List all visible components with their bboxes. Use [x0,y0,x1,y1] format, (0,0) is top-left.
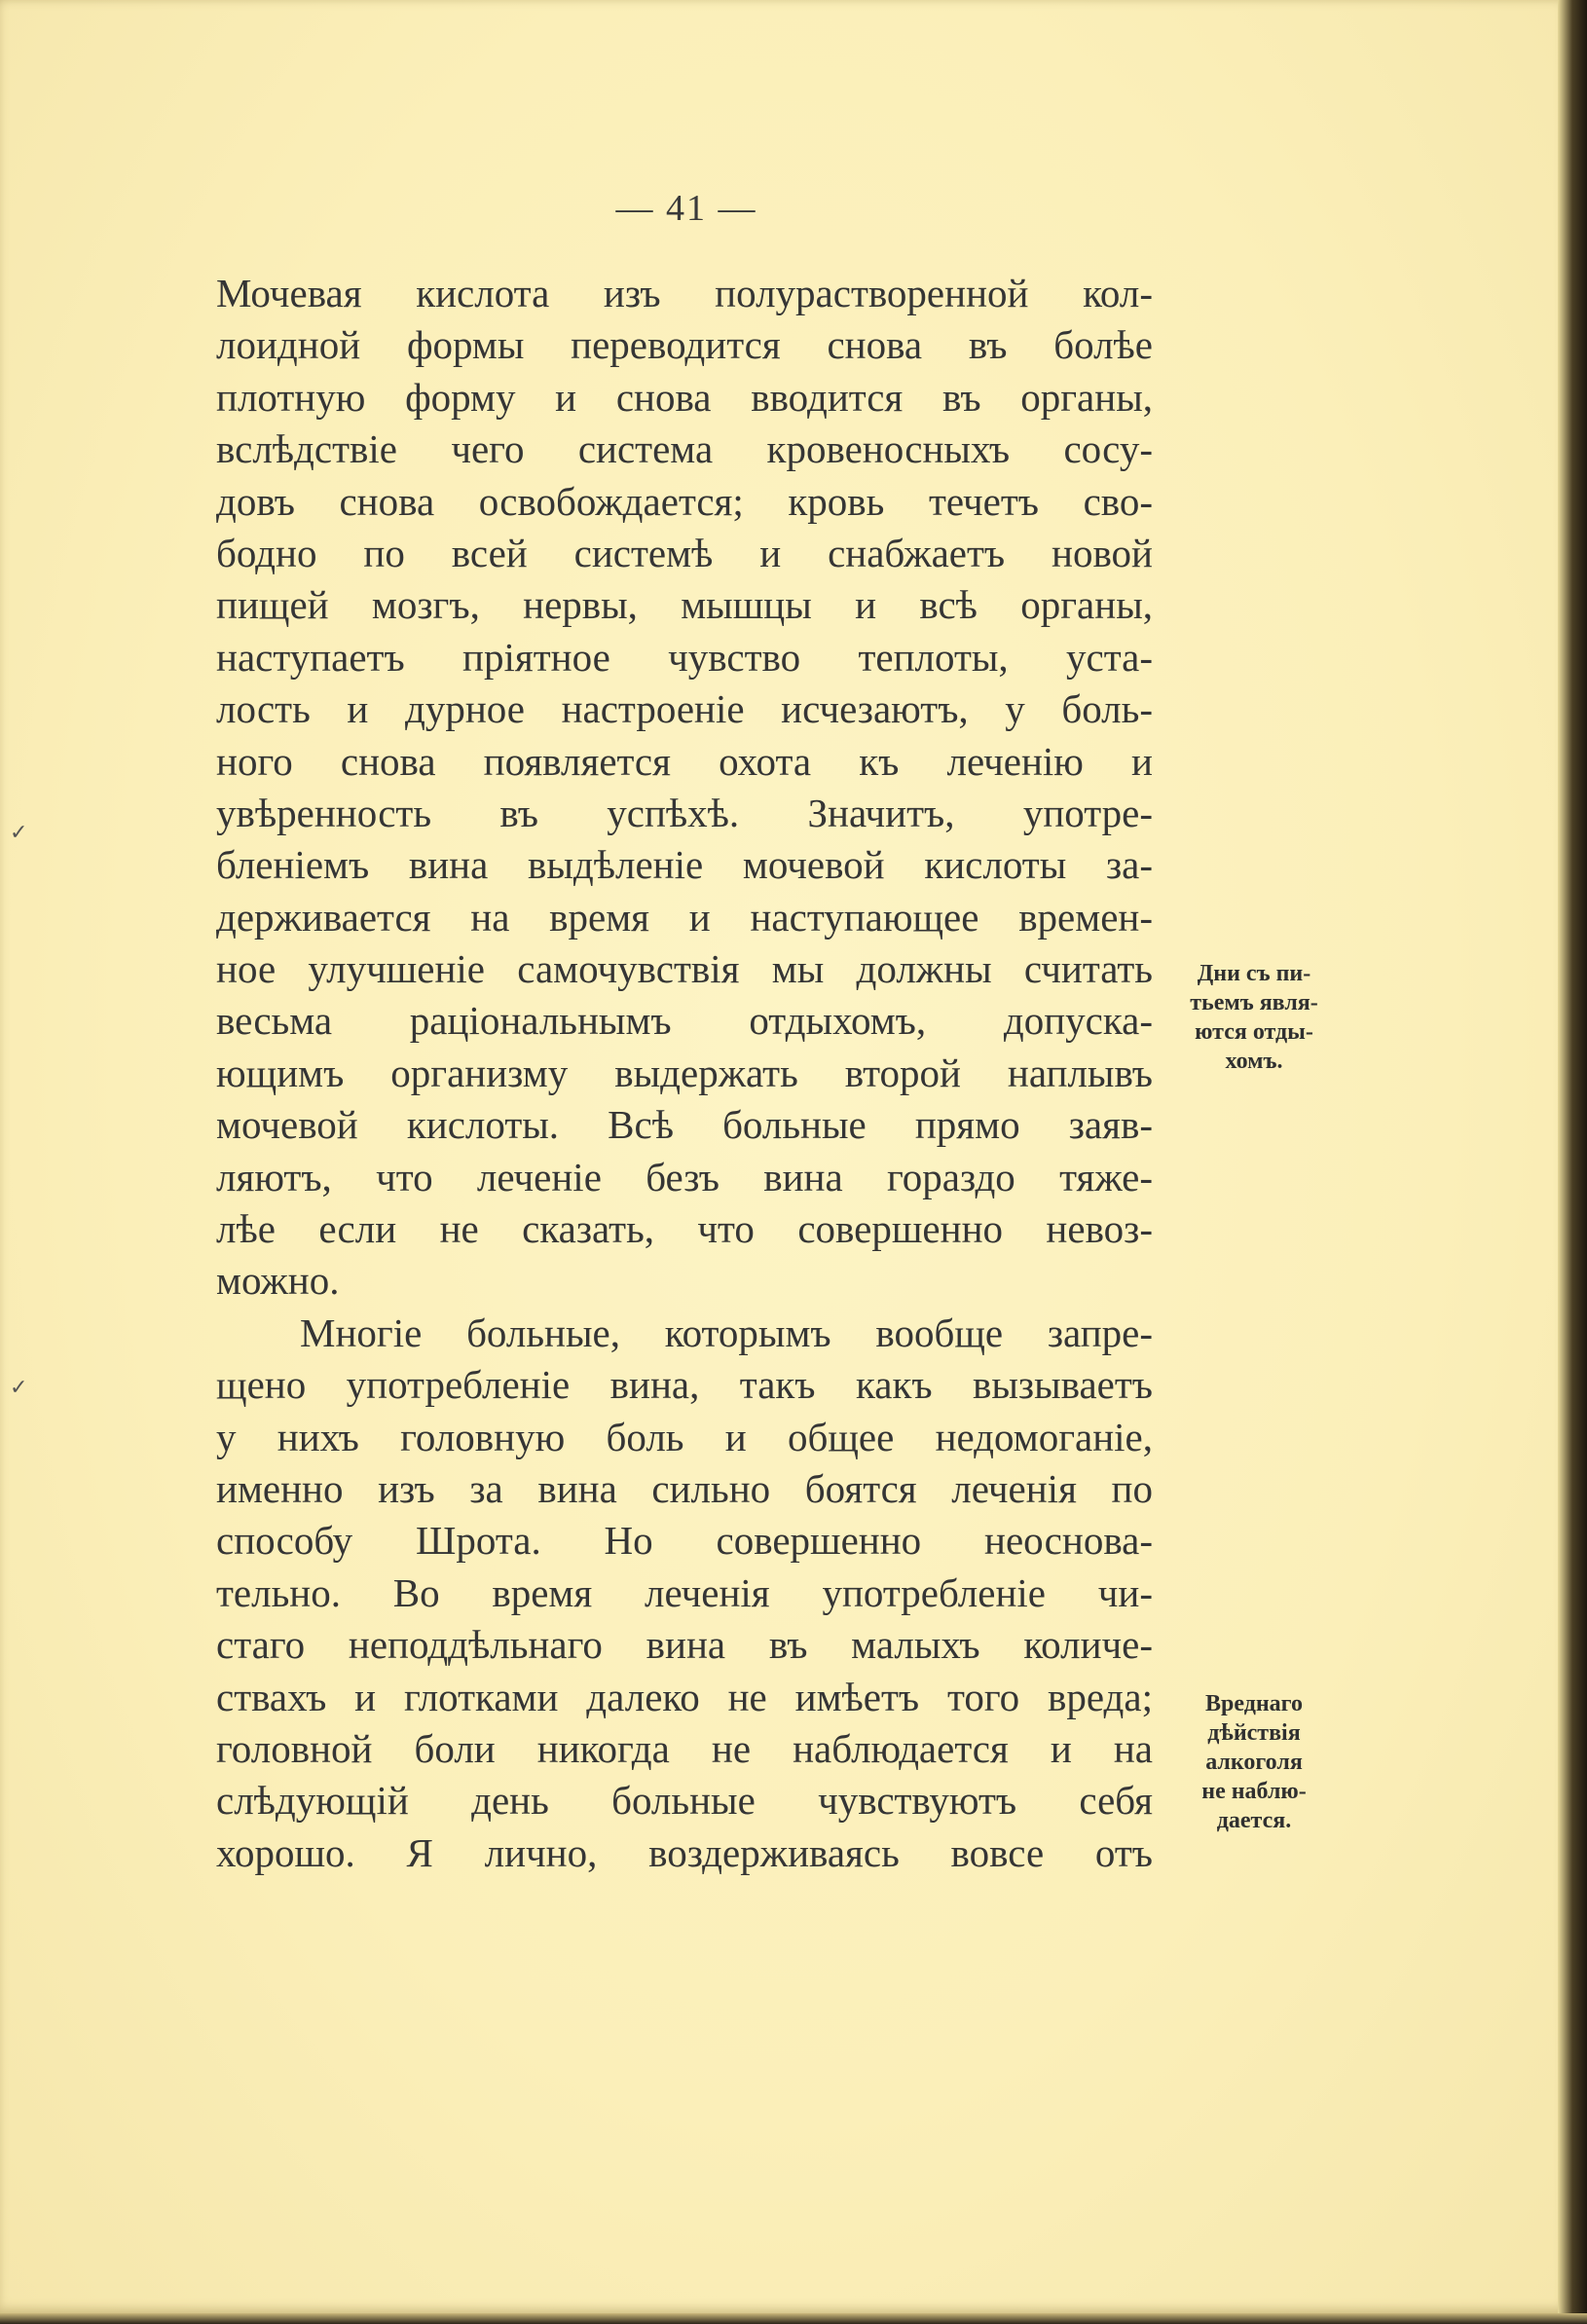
text-line: Мочевая кислота изъ полурастворенной кол- [216,271,1153,315]
text-line: лоидной формы переводится снова въ болѣе [216,322,1153,368]
text-line: ющимъ организму выдержать второй наплывъ [216,1050,1153,1095]
page-edge-shadow [1558,0,1587,2324]
margin-note-line: не наблю- [1201,1779,1307,1804]
margin-note-line: Вреднаго [1205,1691,1303,1716]
text-line: хорошо. Я лично, воздерживаясь вовсе отъ [216,1829,1153,1875]
text-line: лость и дурное настроеніе исчезаютъ, у боль- [216,686,1153,732]
text-line: пищей мозгъ, нервы, мышцы и всѣ органы, [216,582,1153,628]
margin-tick-mark: ✓ [10,820,28,844]
text-line: головной боли никогда не наблюдается и на [216,1725,1153,1771]
text-line: весьма раціональнымъ отдыхомъ, допуска- [216,998,1153,1044]
text-line: вслѣдствіе чего система кровеносныхъ сосу- [216,426,1153,472]
text-line: бодно по всей системѣ и снабжаетъ новой [216,530,1153,575]
margin-note [1166,959,1342,1076]
text-line: довъ снова освобождается; кровь течетъ сво- [216,478,1153,524]
margin-note-line: алкоголя [1205,1750,1303,1775]
page-number: — 41 — [615,188,757,229]
text-line: ное улучшеніе самочувствія мы должны считать [216,946,1153,992]
margin-note-line: дѣйствія [1207,1720,1301,1746]
text-line: способу Шрота. Но совершенно неоснова- [216,1518,1153,1564]
margin-tick-mark: ✓ [10,1375,28,1399]
text-line: стаго неподдѣльнаго вина въ малыхъ количе- [216,1622,1153,1668]
text-line: ствахъ и глотками далеко не имѣетъ того вреда; [216,1674,1153,1719]
text-line: лѣе если не сказать, что совершенно невоз- [216,1206,1153,1252]
text-line: слѣдующій день больные чувствуютъ себя [216,1778,1153,1824]
text-line: тельно. Во время леченія употребленіе чи- [216,1569,1153,1615]
text-line: у нихъ головную боль и общее недомоганіе, [216,1414,1153,1459]
text-line: увѣренность въ успѣхѣ. Значитъ, употре- [216,790,1153,835]
text-line: щено употребленіе вина, такъ какъ вызываетъ [216,1362,1153,1408]
text-line: держивается на время и наступающее времен- [216,894,1153,940]
text-line: бленіемъ вина выдѣленіе мочевой кислоты за- [216,842,1153,888]
text-line: Многіе больные, которымъ вообще запре- [300,1310,1153,1355]
body-text [216,268,1153,1879]
margin-note-line: хомъ. [1225,1049,1283,1074]
margin-note-line: дается. [1216,1808,1292,1833]
margin-note-line: ются отды- [1195,1019,1313,1045]
text-line: можно. [216,1258,340,1304]
text-line: наступаетъ пріятное чувство теплоты, уста- [216,634,1153,680]
text-line: плотную форму и снова вводится въ органы, [216,374,1153,420]
margin-note-line: тьемъ явля- [1190,990,1318,1015]
margin-note [1166,1689,1342,1835]
margin-note-line: Дни съ пи- [1197,961,1311,986]
page-bottom-edge [0,2313,1587,2324]
text-line: ного снова появляется охота къ леченію и [216,738,1153,784]
text-line: мочевой кислоты. Всѣ больные прямо заяв- [216,1102,1153,1148]
text-line: именно изъ за вина сильно боятся леченія по [216,1465,1153,1511]
text-line: ляютъ, что леченіе безъ вина гораздо тяже- [216,1154,1153,1199]
